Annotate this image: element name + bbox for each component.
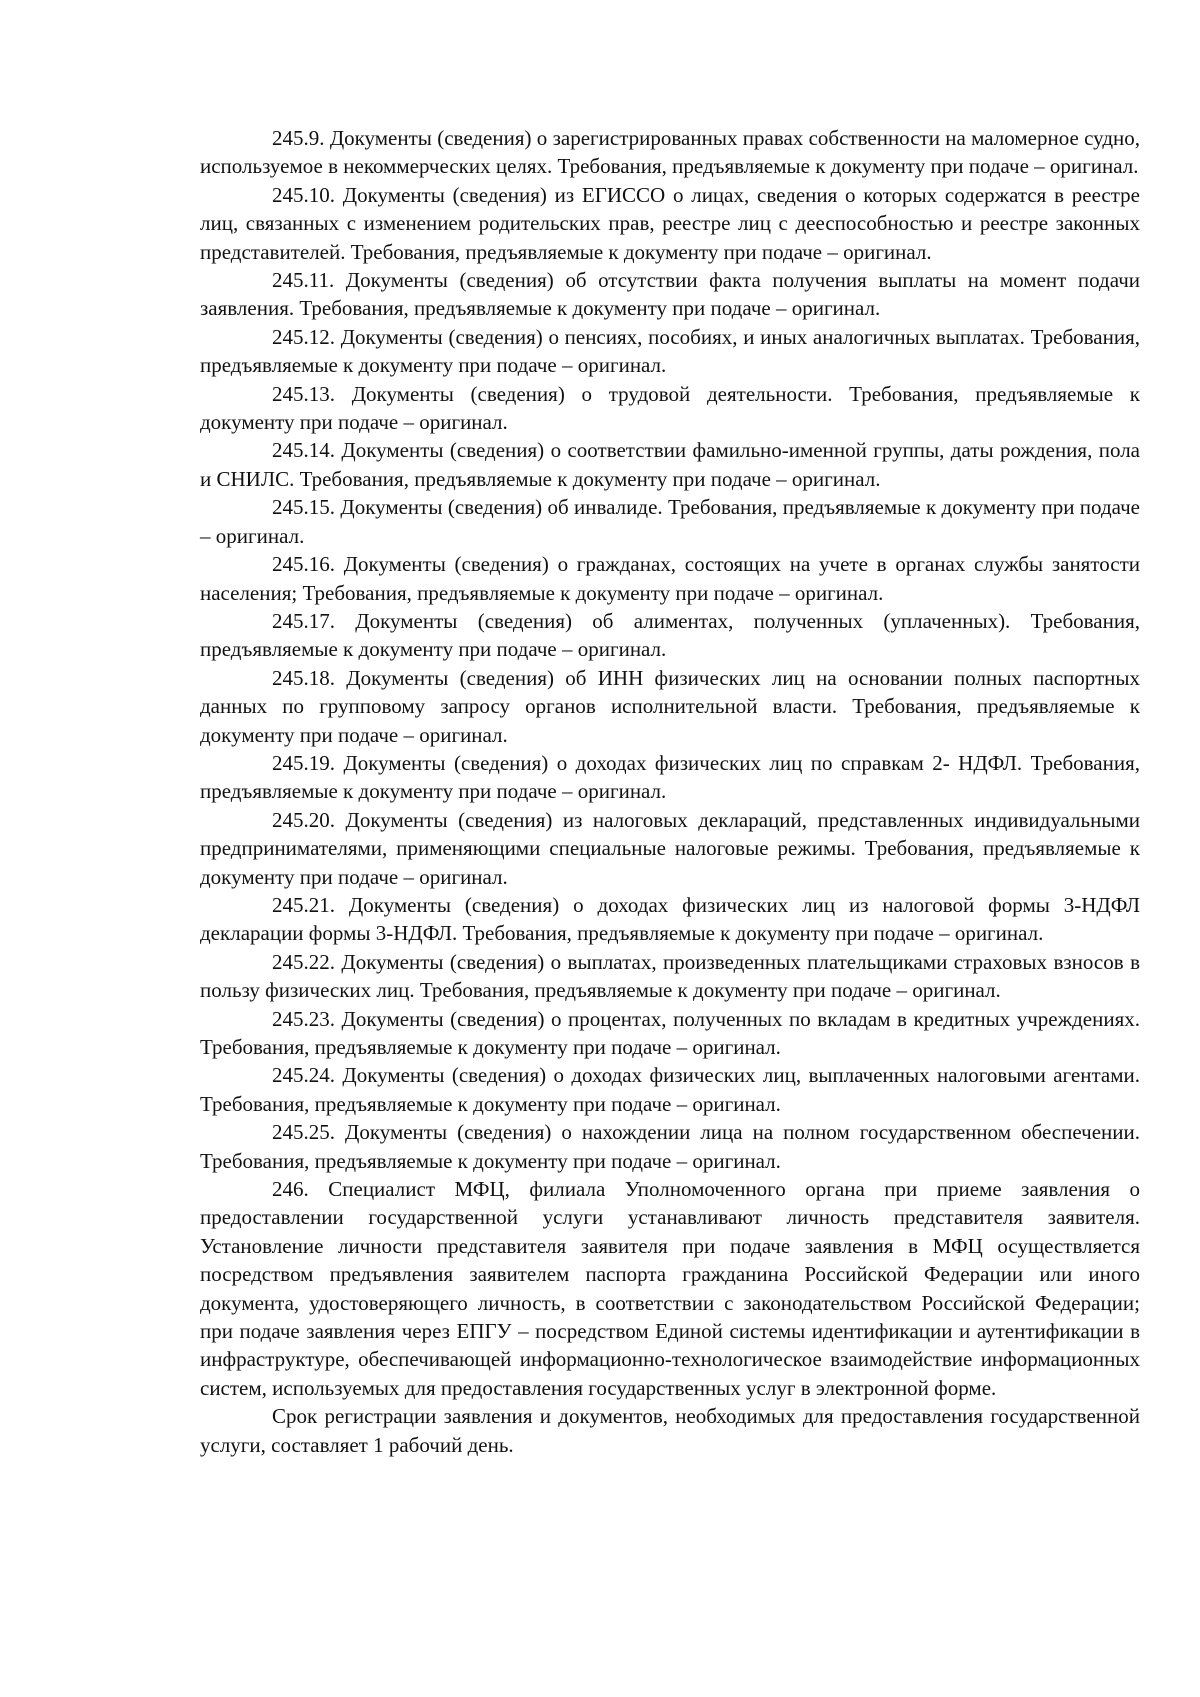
paragraph-245-20: 245.20. Документы (сведения) из налоговых деклараций, представленных индивидуальными предпринимателями, применяющими специальные налоговые режимы. Требования, предъявляемые к документу при подаче – оригинал. [200,807,1140,889]
paragraph-245-22: 245.22. Документы (сведения) о выплатах, произведенных плательщиками страховых взносов в пользу физических лиц. Требования, предъявляемые к документу при подаче – оригинал. [200,949,1140,1003]
document-body [200,124,1140,1459]
paragraph-245-13: 245.13. Документы (сведения) о трудовой деятельности. Требования, предъявляемые к документу при подаче – оригинал. [200,381,1140,435]
paragraph-245-21: 245.21. Документы (сведения) о доходах физических лиц из налоговой формы 3-НДФЛ декларации формы 3-НДФЛ. Требования, предъявляемые к документу при подаче – оригинал. [200,892,1140,946]
paragraph-245-23: 245.23. Документы (сведения) о процентах, полученных по вкладам в кредитных учреждениях. Требования, предъявляемые к документу при подаче – оригинал. [200,1006,1140,1059]
paragraph-245-19: 245.19. Документы (сведения) о доходах физических лиц по справкам 2- НДФЛ. Требования, предъявляемые к документу при подаче – оригинал. [200,750,1140,804]
paragraph-245-10: 245.10. Документы (сведения) из ЕГИССО о лицах, сведения о которых содержатся в реестре лиц, связанных с изменением родительских прав, реестре лиц с дееспособностью и реестре законных представителей. Требования, предъявляемые к документу при подаче – оригинал. [200,182,1140,264]
paragraph-245-18: 245.18. Документы (сведения) об ИНН физических лиц на основании полных паспортных данных по групповому запросу органов исполнительной власти. Требования, предъявляемые к документу при подаче – оригинал. [200,665,1140,747]
paragraph-245-24: 245.24. Документы (сведения) о доходах физических лиц, выплаченных налоговыми агентами. Требования, предъявляемые к документу при подаче – оригинал. [200,1063,1140,1116]
paragraph-245-25: 245.25. Документы (сведения) о нахождении лица на полном государственном обеспечении. Требования, предъявляемые к документу при подаче – оригинал. [200,1120,1140,1173]
paragraph-245-16: 245.16. Документы (сведения) о гражданах, состоящих на учете в органах службы занятости населения; Требования, предъявляемые к документу при подаче – оригинал. [200,552,1140,605]
paragraph-245-9: 245.9. Документы (сведения) о зарегистрированных правах собственности на маломерное судно, используемое в некоммерческих целях. Требования, предъявляемые к документу при подаче – оригинал. [200,126,1140,179]
paragraph-245-12: 245.12. Документы (сведения) о пенсиях, пособиях, и иных аналогичных выплатах. Требования, предъявляемые к документу при подаче – оригинал. [200,324,1140,378]
paragraph-245-15: 245.15. Документы (сведения) об инвалиде. Требования, предъявляемые к документу при подаче – оригинал. [200,495,1140,548]
paragraph-245-14: 245.14. Документы (сведения) о соответствии фамильно-именной группы, даты рождения, пола и СНИЛС. Требования, предъявляемые к документу при подаче – оригинал. [200,438,1140,491]
paragraph-245-11: 245.11. Документы (сведения) об отсутствии факта получения выплаты на момент подачи заявления. Требования, предъявляемые к документу при подаче – оригинал. [200,268,1140,321]
paragraph-246: 246. Специалист МФЦ, филиала Уполномоченного органа при приеме заявления о предоставлении государственной услуги устанавливают личность представителя заявителя. Установление личности представителя заявителя при подаче заявления в МФЦ осуществляется посредством предъявления заявителем паспорта гражданина Российской Федерации или иного документа, удостоверяющего личность, в соответствии с законодательством Российской Федерации; при подаче заявления через ЕПГУ – посредством Единой системы идентификации и аутентификации в инфраструктуре, обеспечивающей информационно-технологическое взаимодействие информационных систем, используемых для предоставления государственных услуг в электронной форме. [200,1177,1140,1400]
paragraph-registration-term: Срок регистрации заявления и документов, необходимых для предоставления государственной услуги, составляет 1 рабочий день. [200,1404,1140,1457]
paragraph-245-17: 245.17. Документы (сведения) об алиментах, полученных (уплаченных). Требования, предъявляемые к документу при подаче – оригинал. [200,608,1140,662]
